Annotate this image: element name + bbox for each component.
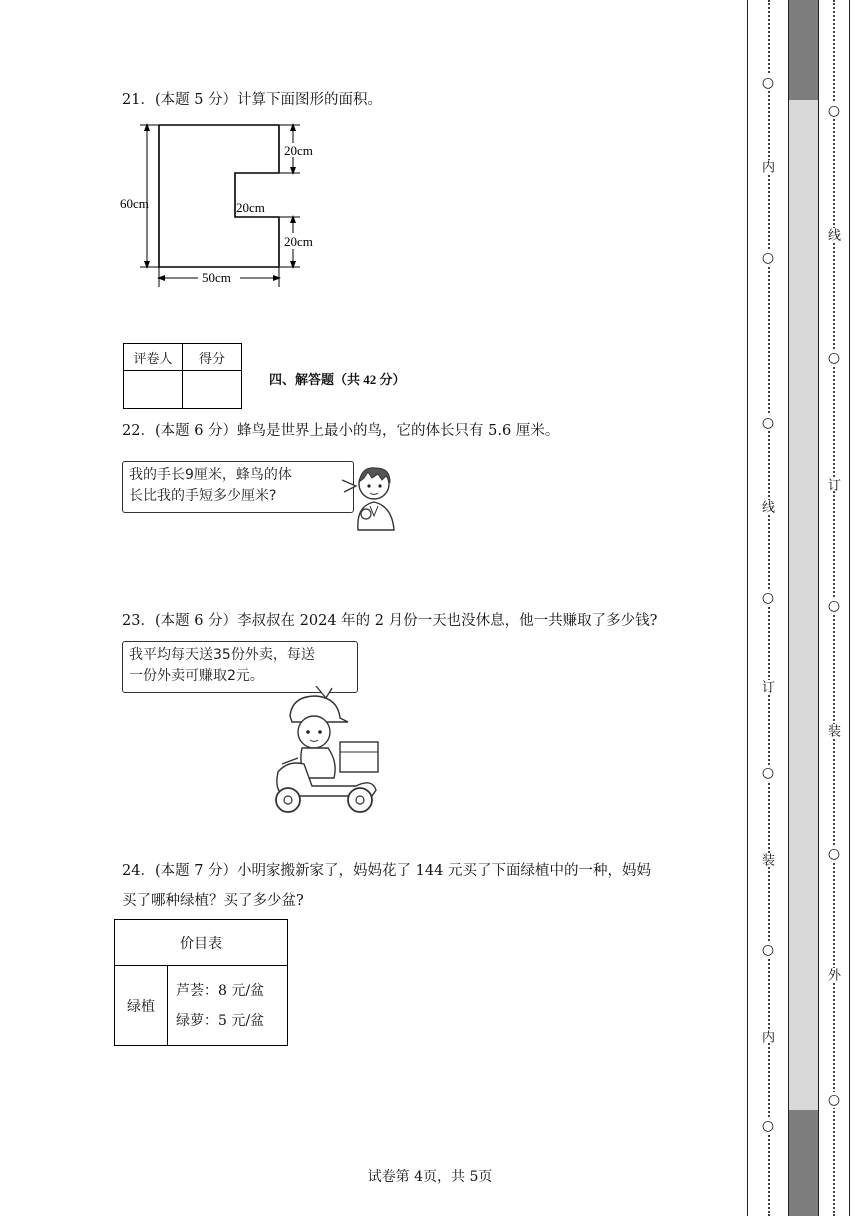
binding-strip-middle [788, 100, 818, 1110]
outer-circle-5: ○ [827, 1092, 841, 1108]
top-notch-label: 20cm [284, 143, 313, 158]
reviewer-header: 评卷人 [124, 344, 183, 371]
page-footer: 试卷第 4页，共 5页 [367, 1169, 493, 1185]
inner-label-ding: 订 [759, 680, 774, 693]
shape-outline [159, 125, 279, 267]
outer-label-zhuang: 装 [825, 724, 840, 737]
binding-strip-edge-right [818, 0, 819, 1216]
inner-circle-1: ○ [761, 75, 775, 91]
inner-circle-2: ○ [761, 250, 775, 266]
q22-text: 22．(本题 6 分）蜂鸟是世界上最小的鸟，它的体长只有 5.6 厘米。 [122, 423, 560, 439]
price-item-aloe: 芦荟：8 元/盆 [176, 982, 265, 999]
q21-figure [110, 115, 350, 295]
delivery-rider-illustration [268, 686, 384, 816]
inner-width-label: 20cm [236, 200, 265, 215]
outer-label-wai: 外 [825, 968, 840, 981]
bottom-width-label: 50cm [202, 270, 231, 285]
q24-text-line1: 24．(本题 7 分）小明家搬新家了，妈妈花了 144 元买了下面绿植中的一种，妈妈 [122, 863, 651, 879]
bottom-notch-label: 20cm [284, 234, 313, 249]
score-header: 得分 [183, 344, 242, 371]
section-heading: 四、解答题（共 42 分） [269, 372, 406, 387]
price-table-title: 价目表 [115, 920, 288, 966]
q21-text: 21．(本题 5 分）计算下面图形的面积。 [122, 92, 383, 108]
price-item-pothos: 绿萝：5 元/盆 [176, 1012, 265, 1029]
price-table-items [168, 966, 288, 1046]
outer-circle-1: ○ [827, 103, 841, 119]
score-cell [183, 371, 242, 409]
q22-bubble-line1: 我的手长9厘米，蜂鸟的体 [129, 467, 292, 483]
inner-label-nei-bottom: 内 [759, 1030, 774, 1043]
inner-circle-7: ○ [761, 1118, 775, 1134]
q24-text-line2: 买了哪种绿植？买了多少盆? [122, 893, 304, 909]
left-dim-label: 60cm [120, 196, 149, 211]
binding-line-right [849, 0, 850, 1216]
binding-strip-bottom [788, 1110, 818, 1216]
inner-circle-6: ○ [761, 942, 775, 958]
inner-circle-4: ○ [761, 590, 775, 606]
outer-label-ding: 订 [825, 478, 840, 491]
inner-label-xian: 线 [759, 500, 774, 513]
q23-bubble-line1: 我平均每天送35份外卖，每送 [129, 647, 315, 663]
score-table [123, 343, 242, 409]
outer-circle-3: ○ [827, 598, 841, 614]
outer-label-xian: 线 [825, 228, 840, 241]
binding-strip-edge-left [788, 0, 789, 1216]
q23-text: 23．(本题 6 分）李叔叔在 2024 年的 2 月份一天也没休息，他一共赚取了多少钱? [122, 613, 658, 629]
binding-line-left [747, 0, 748, 1216]
inner-label-zhuang: 装 [759, 853, 774, 866]
price-table [114, 919, 288, 1046]
outer-circle-4: ○ [827, 846, 841, 862]
binding-strip-top [788, 0, 818, 100]
q22-bubble-line2: 长比我的手短多少厘米? [129, 488, 277, 504]
q22-speech-bubble [122, 461, 354, 513]
boy-illustration [334, 462, 404, 534]
inner-label-nei-top: 内 [759, 160, 774, 173]
q23-bubble-line2: 一份外卖可赚取2元。 [129, 668, 264, 684]
outer-circle-2: ○ [827, 350, 841, 366]
inner-circle-3: ○ [761, 415, 775, 431]
reviewer-cell [124, 371, 183, 409]
price-table-category: 绿植 [115, 966, 168, 1046]
inner-circle-5: ○ [761, 765, 775, 781]
